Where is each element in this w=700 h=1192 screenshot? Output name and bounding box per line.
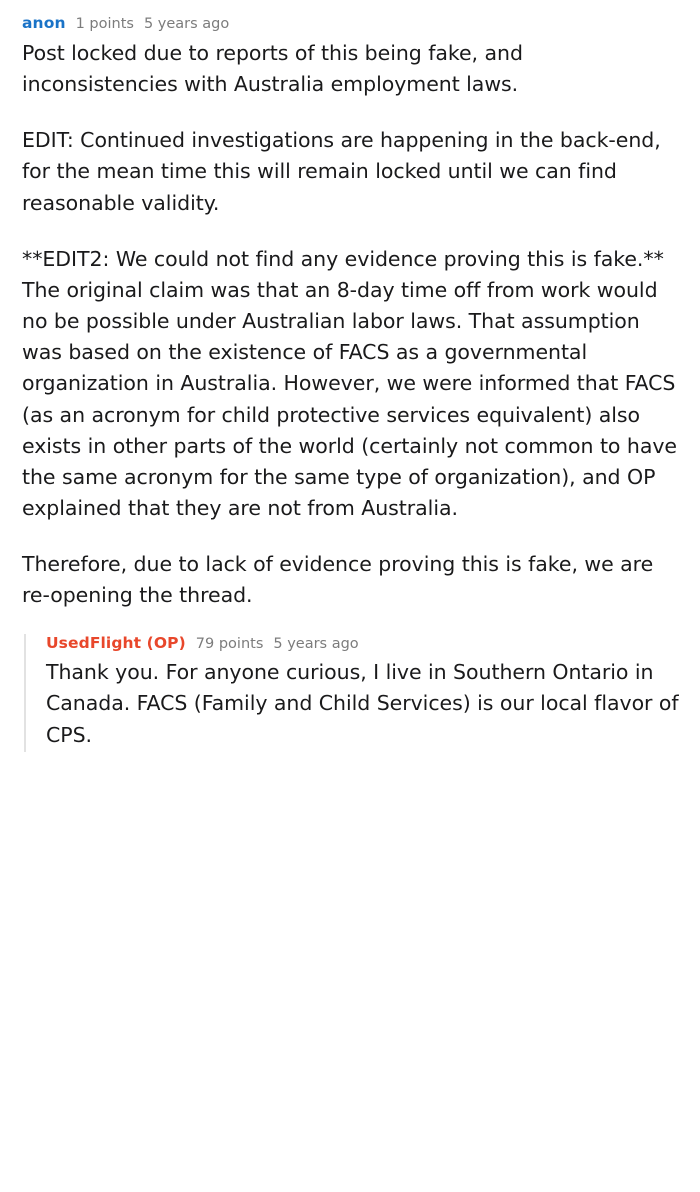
reply-meta [46,634,682,652]
reply-author-link[interactable]: UsedFlight (OP) [46,633,186,652]
reply-points: 79 points [195,635,264,652]
comment-meta [22,14,682,32]
comment-points: 1 points [75,16,134,32]
reply-paragraph: Thank you. For anyone curious, I live in Southern Ontario in Canada. FACS (Family and Child Services) is our local flavor of CPS. [46,659,679,748]
comment-author-link[interactable]: anon [22,14,66,32]
comment-paragraph: Therefore, due to lack of evidence proving this is fake, we are re-opening the thread. [22,552,654,608]
comment-paragraph: **EDIT2: We could not find any evidence proving this is fake.** The original claim was that an 8-day time off from work would no be possible under Australian labor laws. That assumption was based on the existence of FACS as a governmental organization in Australia. However, we were informed that FACS (as an acronym for child protective services equivalent) also exists in other parts of the world (certainly not common to have the same acronym for the same type of organization), and OP explained that they are not from Australia. [22,246,677,521]
reply-timestamp: 5 years ago [273,635,359,652]
comment-paragraph: EDIT: Continued investigations are happening in the back-end, for the mean time this will remain locked until we can find reasonable validity. [22,128,661,215]
reply-body [46,657,682,752]
comment-timestamp: 5 years ago [143,16,230,32]
comment-body [22,38,682,612]
comment-top-level [22,14,682,752]
comment-paragraph: Post locked due to reports of this being fake, and inconsistencies with Australia employment laws. [22,41,523,97]
comment-reply [24,634,682,752]
